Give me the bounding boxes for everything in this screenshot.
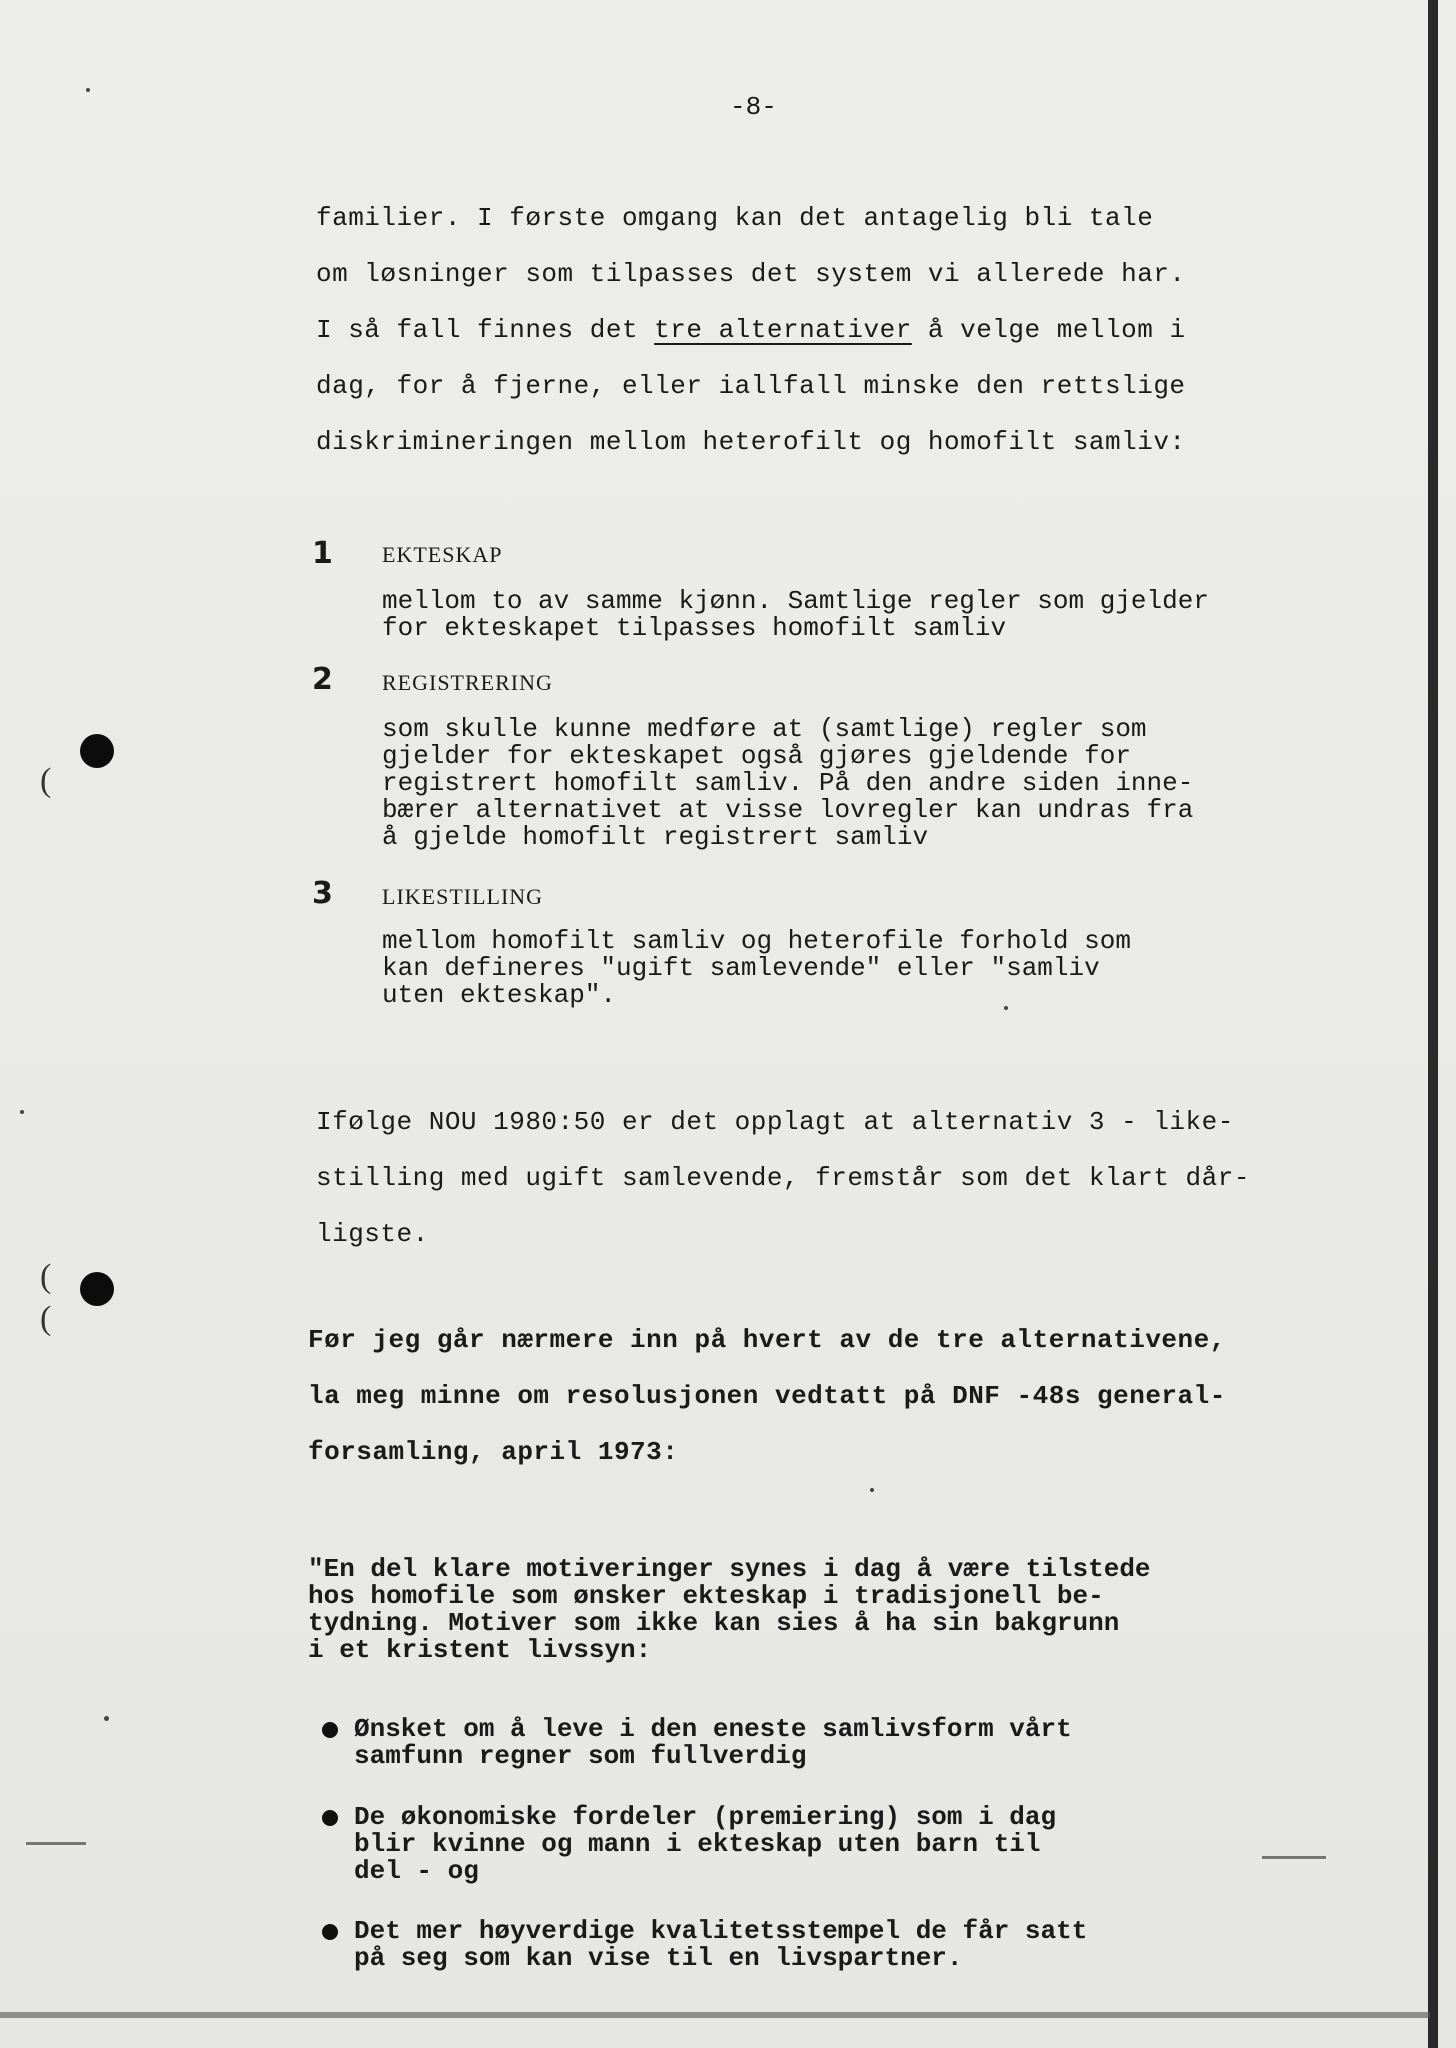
scan-smudge	[1262, 1856, 1326, 1859]
scan-speck	[104, 1716, 109, 1721]
text-line: De økonomiske fordeler (premiering) som i dag	[354, 1802, 1057, 1832]
text-line: om løsninger som tilpasses det system vi allerede har.	[316, 259, 1186, 289]
text-line: "En del klare motiveringer synes i dag å være tilstede	[308, 1554, 1151, 1584]
text-line: Ifølge NOU 1980:50 er det opplagt at alternativ 3 - like-	[316, 1107, 1234, 1137]
scan-edge-right	[1428, 0, 1438, 2048]
text-line: dag, for å fjerne, eller iallfall minske den rettslige	[316, 371, 1186, 401]
text-line: samfunn regner som fullverdig	[354, 1741, 807, 1771]
text-line: ligste.	[316, 1219, 429, 1249]
text-line: for ekteskapet tilpasses homofilt samliv	[382, 613, 1007, 643]
text-line: del - og	[354, 1856, 479, 1886]
punch-hole-icon	[80, 1272, 114, 1306]
text-line: kan defineres "ugift samlevende" eller "samliv	[382, 953, 1100, 983]
text-line: Før jeg går nærmere inn på hvert av de tre alternativene,	[308, 1325, 1226, 1355]
alternative-description	[382, 716, 1193, 851]
text-line: stilling med ugift samlevende, fremstår som det klart dår-	[316, 1163, 1250, 1193]
text-line: familier. I første omgang kan det antagelig bli tale	[316, 203, 1154, 233]
resolution-quote	[308, 1556, 1151, 1664]
text-line: blir kvinne og mann i ekteskap uten barn til	[354, 1829, 1041, 1859]
list-item-text	[354, 1804, 1056, 1885]
hole-reinforcement-mark: (	[40, 1300, 52, 1337]
text-line: Det mer høyverdige kvalitetsstempel de får satt	[354, 1916, 1088, 1946]
text-line: som skulle kunne medføre at (samtlige) regler som	[382, 714, 1147, 744]
alternative-description	[382, 928, 1131, 1009]
text-line: uten ekteskap".	[382, 980, 617, 1010]
alternative-number: 2	[312, 662, 333, 697]
bullet-icon	[322, 1810, 338, 1826]
hole-reinforcement-mark: (	[40, 1258, 52, 1295]
alternative-number: 3	[312, 876, 333, 911]
text-line: å gjelde homofilt registrert samliv	[382, 822, 929, 852]
list-item-text	[354, 1918, 1087, 1972]
text-line: la meg minne om resolusjonen vedtatt på DNF -48s general-	[308, 1381, 1226, 1411]
hole-reinforcement-mark: (	[40, 762, 52, 799]
punch-hole-icon	[80, 734, 114, 768]
text-line: forsamling, april 1973:	[308, 1437, 679, 1467]
text-line: hos homofile som ønsker ekteskap i tradisjonell be-	[308, 1581, 1104, 1611]
alternative-title: REGISTRERING	[382, 670, 553, 695]
text-line: mellom homofilt samliv og heterofile forhold som	[382, 926, 1131, 956]
text-line: Ønsket om å leve i den eneste samlivsform vårt	[354, 1714, 1072, 1744]
bullet-icon	[322, 1722, 338, 1738]
text-span: å velge mellom i	[911, 315, 1186, 345]
text-line: bærer alternativet at visse lovregler kan undras fra	[382, 795, 1194, 825]
text-line	[316, 302, 1186, 358]
bullet-icon	[322, 1924, 338, 1940]
scan-edge-bottom	[0, 2012, 1430, 2018]
underlined-phrase: tre alternativer	[654, 315, 912, 345]
scan-smudge	[26, 1842, 86, 1845]
alternative-description	[382, 588, 1209, 642]
text-span: I så fall finnes det	[316, 315, 655, 345]
text-line: registrert homofilt samliv. På den andre siden inne-	[382, 768, 1194, 798]
alternative-title: EKTESKAP	[382, 542, 503, 567]
text-line: mellom to av samme kjønn. Samtlige regler som gjelder	[382, 586, 1209, 616]
page-number: -8-	[730, 92, 777, 122]
text-line: diskrimineringen mellom heterofilt og homofilt samliv:	[316, 427, 1186, 457]
scan-speck	[870, 1488, 874, 1492]
text-line: gjelder for ekteskapet også gjøres gjeldende for	[382, 741, 1131, 771]
scan-speck	[86, 88, 90, 92]
alternative-number: 1	[312, 536, 333, 571]
scan-speck	[20, 1110, 24, 1114]
text-line: tydning. Motiver som ikke kan sies å ha sin bakgrunn	[308, 1608, 1120, 1638]
alternative-title: LIKESTILLING	[382, 884, 544, 909]
list-item-text	[354, 1716, 1072, 1770]
intro-paragraph	[316, 190, 1186, 470]
resolution-paragraph	[308, 1312, 1226, 1480]
text-line: i et kristent livssyn:	[308, 1635, 652, 1665]
nou-paragraph	[316, 1094, 1250, 1262]
text-line: på seg som kan vise til en livspartner.	[354, 1943, 963, 1973]
